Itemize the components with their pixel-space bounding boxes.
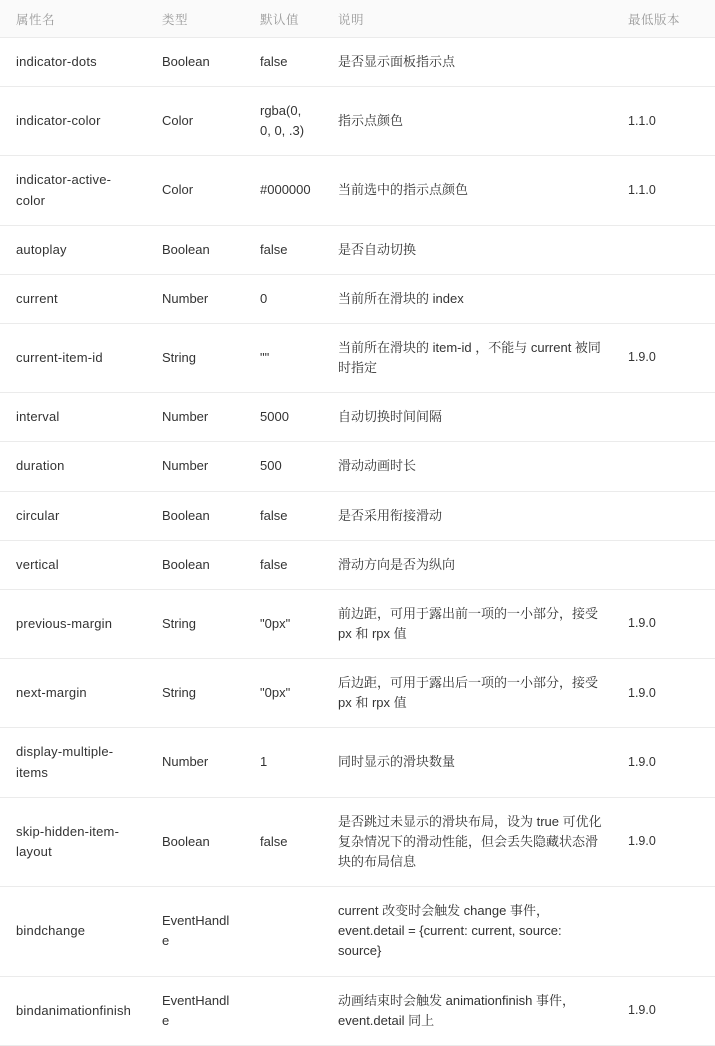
attribute-type: Color (146, 156, 244, 225)
attribute-name: bindchange (0, 887, 146, 976)
attribute-description: 自动切换时间间隔 (322, 393, 612, 442)
attribute-default: 1 (244, 728, 322, 797)
attribute-min-version[interactable]: 1.9.0 (612, 323, 715, 392)
attribute-min-version (612, 274, 715, 323)
table-row (0, 491, 715, 540)
attribute-description: 指示点颜色 (322, 87, 612, 156)
attribute-type: Number (146, 274, 244, 323)
attribute-description: 是否自动切换 (322, 225, 612, 274)
table-row (0, 976, 715, 1045)
attribute-min-version (612, 887, 715, 976)
attribute-type: String (146, 589, 244, 658)
attribute-type: Color (146, 87, 244, 156)
attribute-type: String (146, 659, 244, 728)
attribute-description: 是否跳过未显示的滑块布局，设为 true 可优化复杂情况下的滑动性能，但会丢失隐藏状态滑块的布局信息 (322, 797, 612, 886)
table-row (0, 274, 715, 323)
attribute-min-version[interactable]: 1.9.0 (612, 659, 715, 728)
attribute-min-version[interactable]: 1.1.0 (612, 156, 715, 225)
attribute-description: 同时显示的滑块数量 (322, 728, 612, 797)
attribute-default: false (244, 491, 322, 540)
attribute-min-version (612, 225, 715, 274)
attribute-name: previous-margin (0, 589, 146, 658)
table-row (0, 887, 715, 976)
column-header-type: 类型 (146, 0, 244, 38)
column-header-description: 说明 (322, 0, 612, 38)
attribute-name: display-multiple-items (0, 728, 146, 797)
attribute-description: 滑动方向是否为纵向 (322, 540, 612, 589)
attribute-type: Boolean (146, 491, 244, 540)
table-row (0, 797, 715, 886)
attribute-description: 后边距，可用于露出后一项的一小部分，接受 px 和 rpx 值 (322, 659, 612, 728)
attribute-name: indicator-dots (0, 38, 146, 87)
table-row (0, 659, 715, 728)
attribute-default: 500 (244, 442, 322, 491)
attribute-name: interval (0, 393, 146, 442)
table-row (0, 728, 715, 797)
attribute-name: circular (0, 491, 146, 540)
attribute-description: 是否显示面板指示点 (322, 38, 612, 87)
attribute-min-version (612, 442, 715, 491)
attribute-default: "" (244, 323, 322, 392)
table-row (0, 540, 715, 589)
attribute-name: current-item-id (0, 323, 146, 392)
attribute-min-version[interactable]: 1.9.0 (612, 797, 715, 886)
attribute-default (244, 976, 322, 1045)
attribute-type: String (146, 323, 244, 392)
attribute-default: "0px" (244, 659, 322, 728)
attribute-type: Number (146, 393, 244, 442)
attribute-type: Boolean (146, 225, 244, 274)
attribute-default: false (244, 797, 322, 886)
table-body (0, 38, 715, 1046)
attribute-name: skip-hidden-item-layout (0, 797, 146, 886)
table-row (0, 393, 715, 442)
attribute-description: 当前选中的指示点颜色 (322, 156, 612, 225)
attribute-min-version (612, 38, 715, 87)
attribute-name: current (0, 274, 146, 323)
attribute-min-version (612, 491, 715, 540)
attribute-description: 当前所在滑块的 item-id ，不能与 current 被同时指定 (322, 323, 612, 392)
attribute-min-version[interactable]: 1.9.0 (612, 589, 715, 658)
table-row (0, 156, 715, 225)
attribute-min-version (612, 540, 715, 589)
attribute-description: 前边距，可用于露出前一项的一小部分，接受 px 和 rpx 值 (322, 589, 612, 658)
attribute-name: next-margin (0, 659, 146, 728)
attribute-default: false (244, 38, 322, 87)
attribute-type: Number (146, 728, 244, 797)
attribute-name: bindanimationfinish (0, 976, 146, 1045)
table-row (0, 323, 715, 392)
attribute-description: 动画结束时会触发 animationfinish 事件，event.detail 同上 (322, 976, 612, 1045)
attribute-type: Boolean (146, 797, 244, 886)
attribute-description: 是否采用衔接滑动 (322, 491, 612, 540)
attribute-min-version[interactable]: 1.1.0 (612, 87, 715, 156)
attribute-name: vertical (0, 540, 146, 589)
attribute-min-version[interactable]: 1.9.0 (612, 976, 715, 1045)
attribute-default: "0px" (244, 589, 322, 658)
attribute-name: autoplay (0, 225, 146, 274)
attribute-default: 5000 (244, 393, 322, 442)
attribute-default: rgba(0, 0, 0, .3) (244, 87, 322, 156)
attribute-type: EventHandle (146, 976, 244, 1045)
attribute-description: 滑动动画时长 (322, 442, 612, 491)
attribute-type: Number (146, 442, 244, 491)
attribute-type: Boolean (146, 38, 244, 87)
column-header-default: 默认值 (244, 0, 322, 38)
attribute-description: current 改变时会触发 change 事件，event.detail = {current: current, source: source} (322, 887, 612, 976)
attribute-description: 当前所在滑块的 index (322, 274, 612, 323)
table-row (0, 442, 715, 491)
attribute-type: EventHandle (146, 887, 244, 976)
table-row (0, 87, 715, 156)
column-header-min-version: 最低版本 (612, 0, 715, 38)
attribute-name: duration (0, 442, 146, 491)
attribute-name: indicator-color (0, 87, 146, 156)
attribute-default: false (244, 225, 322, 274)
attribute-min-version[interactable]: 1.9.0 (612, 728, 715, 797)
column-header-name: 属性名 (0, 0, 146, 38)
table-header (0, 0, 715, 38)
table-row (0, 38, 715, 87)
attribute-type: Boolean (146, 540, 244, 589)
attribute-default (244, 887, 322, 976)
attribute-min-version (612, 393, 715, 442)
attribute-default: #000000 (244, 156, 322, 225)
attribute-default: 0 (244, 274, 322, 323)
table-header-row (0, 0, 715, 38)
attribute-default: false (244, 540, 322, 589)
table-row (0, 589, 715, 658)
table-row (0, 225, 715, 274)
attribute-name: indicator-active-color (0, 156, 146, 225)
